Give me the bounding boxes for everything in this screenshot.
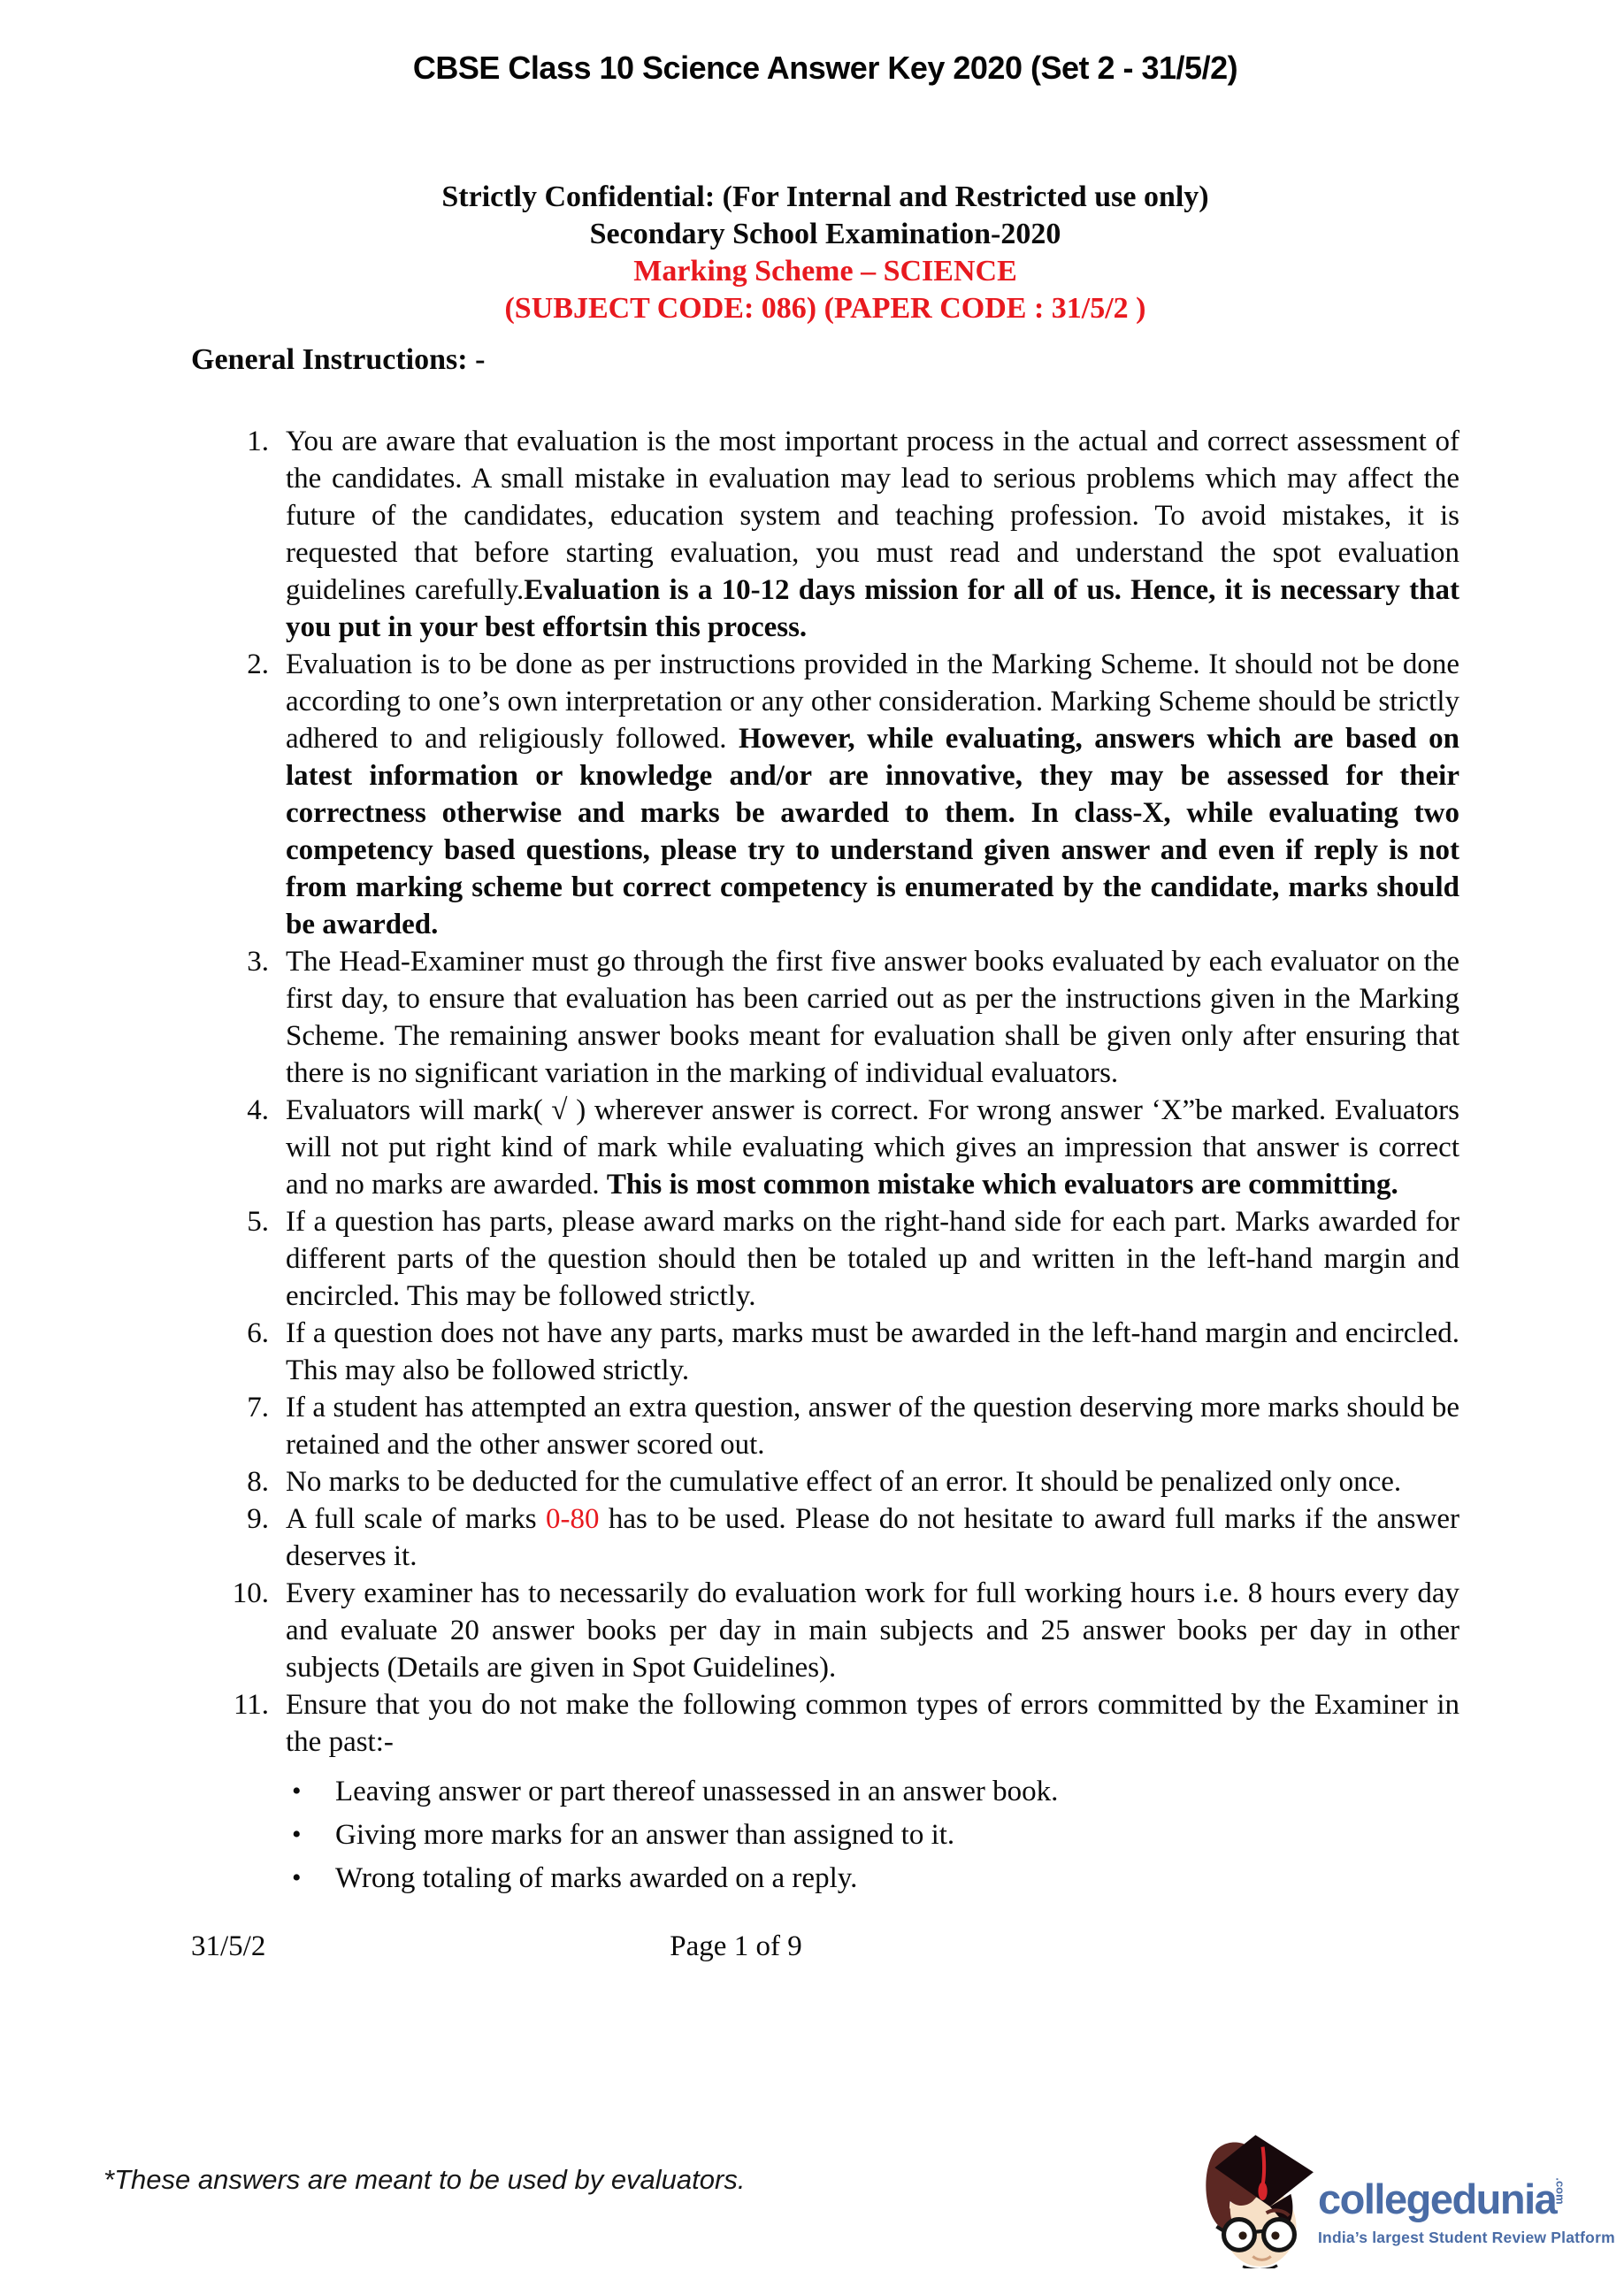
collegedunia-mascot-icon (1203, 2132, 1316, 2268)
instruction-number: 6. (247, 1317, 269, 1349)
instruction-text: If a question has parts, please award marks on the right-hand side for each part. Marks awarded for different parts of the question should then be totaled up and written in the left-hand margin and encircled. This may be followed strictly. (286, 1206, 1459, 1312)
instructions-list (191, 423, 1459, 1761)
page-footer (191, 1930, 1459, 1969)
general-instructions-heading: General Instructions: - (191, 343, 486, 376)
instruction-text: Evaluators will mark( √ ) wherever answer is correct. For wrong answer ‘X”be marked. Evaluators will not put right kind of mark while evaluating which gives an impression that answer is correct and no marks are awarded. This is most common mistake which evaluators are committing. (286, 1094, 1459, 1201)
bullet-item (191, 1860, 1459, 1897)
confidential-line: Strictly Confidential: (For Internal and Restricted use only) (441, 180, 1209, 213)
bullet-text: Wrong totaling of marks awarded on a reply. (335, 1862, 858, 1894)
logo-tagline: India’s largest Student Review Platform (1318, 2229, 1615, 2246)
logo-text (1318, 2175, 1615, 2247)
instruction-text: Every examiner has to necessarily do evaluation work for full working hours i.e. 8 hours every day and evaluate 20 answer books per day in main subjects and 25 answer books per day in other subjects (Details are given in Spot Guidelines). (286, 1577, 1459, 1684)
evaluator-note: *These answers are meant to be used by evaluators. (103, 2164, 746, 2195)
instruction-item (191, 1389, 1459, 1463)
page-number: Page 1 of 9 (670, 1930, 802, 1962)
instruction-number: 5. (247, 1206, 269, 1238)
bullet-list (191, 1773, 1459, 1897)
instruction-item (191, 1686, 1459, 1761)
instruction-text: Ensure that you do not make the following common types of errors committed by the Examiner in the past:- (286, 1689, 1459, 1758)
document-subheader (191, 179, 1459, 327)
instruction-item (191, 943, 1459, 1092)
logo-wordmark: collegedunia (1318, 2175, 1557, 2222)
instruction-item (191, 1203, 1459, 1315)
instruction-text: A full scale of marks 0-80 has to be used. Please do not hesitate to award full marks if the answer deserves it. (286, 1503, 1459, 1572)
instruction-text: If a student has attempted an extra question, answer of the question deserving more marks should be retained and the other answer scored out. (286, 1392, 1459, 1461)
instruction-number: 2. (247, 648, 269, 680)
bullet-icon: • (292, 1820, 302, 1849)
marking-scheme-line: Marking Scheme – SCIENCE (633, 255, 1017, 288)
instruction-number: 1. (247, 426, 269, 457)
exam-line: Secondary School Examination-2020 (589, 218, 1061, 250)
instruction-item (191, 1575, 1459, 1686)
instruction-item (191, 1500, 1459, 1575)
logo-wordmark-row (1318, 2175, 1567, 2222)
bullet-icon: • (292, 1776, 302, 1806)
instruction-number: 8. (247, 1466, 269, 1498)
instruction-text: Evaluation is to be done as per instructions provided in the Marking Scheme. It should not be done according to one’s own interpretation or any other consideration. Marking Scheme should be strictly adhered to and religiously followed. However, while evaluating, answers which are based on latest information or knowledge and/or are innovative, they may be assessed for their correctness otherwise and marks be awarded to them. In class-X, while evaluating two competency based questions, please try to understand given answer and even if reply is not from marking scheme but correct competency is enumerated by the candidate, marks should be awarded. (286, 648, 1459, 940)
instruction-item (191, 1092, 1459, 1203)
instruction-number: 3. (247, 946, 269, 978)
instruction-text: The Head-Examiner must go through the first five answer books evaluated by each evaluator on the first day, to ensure that evaluation has been carried out as per the instructions given in the Marking Scheme. The remaining answer books meant for evaluation shall be given only after ensuring that there is no significant variation in the marking of individual evaluators. (286, 946, 1459, 1089)
logo-tld: .com (1553, 2177, 1567, 2205)
instruction-text: If a question does not have any parts, marks must be awarded in the left-hand margin and encircled. This may also be followed strictly. (286, 1317, 1459, 1386)
bullet-text: Leaving answer or part thereof unassessed in an answer book. (335, 1776, 1059, 1807)
instruction-item (191, 1463, 1459, 1500)
collegedunia-logo (1203, 2127, 1624, 2279)
bullet-item (191, 1773, 1459, 1810)
document-content (191, 0, 1459, 1969)
bullet-text: Giving more marks for an answer than assigned to it. (335, 1819, 955, 1851)
bullet-icon: • (292, 1863, 302, 1892)
instruction-item (191, 423, 1459, 646)
instruction-number: 9. (247, 1503, 269, 1535)
subject-code-line: (SUBJECT CODE: 086) (PAPER CODE : 31/5/2 ) (504, 292, 1146, 325)
instruction-number: 11. (233, 1689, 269, 1721)
instruction-number: 10. (232, 1577, 269, 1609)
instruction-number: 7. (247, 1392, 269, 1423)
instruction-item (191, 1315, 1459, 1389)
instruction-item (191, 646, 1459, 943)
instruction-text: No marks to be deducted for the cumulative effect of an error. It should be penalized only once. (286, 1466, 1402, 1498)
page-title: CBSE Class 10 Science Answer Key 2020 (Set 2 - 31/5/2) (412, 50, 1238, 86)
instruction-text: You are aware that evaluation is the most important process in the actual and correct assessment of the candidates. A small mistake in evaluation may lead to serious problems which may affect the future of the candidates, education system and teaching profession. To avoid mistakes, it is requested that before starting evaluation, you must read and understand the spot evaluation guidelines carefully.Evaluation is a 10-12 days mission for all of us. Hence, it is necessary that you put in your best effortsin this process. (286, 426, 1459, 643)
bullet-item (191, 1816, 1459, 1853)
instruction-number: 4. (247, 1094, 269, 1126)
paper-code: 31/5/2 (191, 1930, 266, 1962)
